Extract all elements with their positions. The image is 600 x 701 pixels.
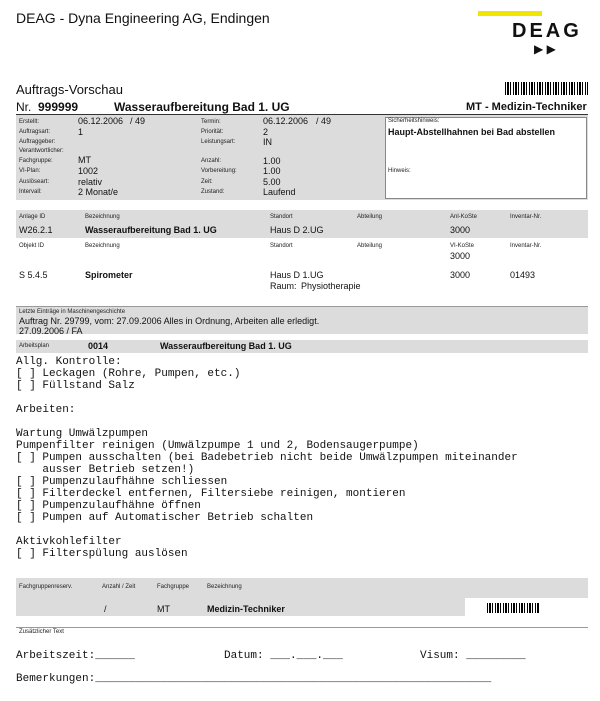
logo-stripe	[478, 11, 542, 16]
ausloese-value: relativ	[78, 177, 103, 187]
barcode-top	[505, 82, 588, 95]
task-line: Pumpenfilter reinigen (Umwälzpumpe 1 und 2, Bodensaugerpumpe)	[16, 440, 419, 452]
task-line: [ ] Filterdeckel entfernen, Filtersiebe reinigen, montieren	[16, 488, 406, 500]
termin-date: 06.12.2006	[263, 116, 309, 126]
bemerkungen-field: Bemerkungen:____________________________________________________________	[16, 673, 492, 685]
leistungsart-label: Leistungsart:	[201, 139, 236, 145]
zeit-value: 5.00	[263, 177, 281, 187]
intervall-label: Intervall:	[19, 189, 42, 195]
datum-field: Datum: ___.___.___	[224, 650, 343, 662]
task-list	[16, 356, 518, 560]
zeit-label: Zeit:	[201, 179, 213, 185]
history-label: Letzte Einträge in Maschinengeschichte	[19, 309, 126, 315]
task-line	[16, 416, 518, 428]
safety-text: Haupt-Abstellhahnen bei Bad abstellen	[388, 127, 556, 137]
history-line-2: 27.09.2006 / FA	[19, 326, 83, 336]
termin-label: Termin:	[201, 119, 221, 125]
doc-title: Auftrags-Vorschau	[16, 82, 123, 97]
task-line: ausser Betrieb setzen!)	[16, 464, 195, 476]
anlage-bez-label: Bezeichnung	[85, 214, 120, 220]
department: MT - Medizin-Techniker	[466, 101, 587, 113]
verantwortlicher-label: Verantwortlicher:	[19, 148, 64, 154]
task-line	[16, 392, 518, 404]
history-line-1: Auftrag Nr. 29799, vom: 27.09.2006 Alles in Ordnung, Arbeiten alle erledigt.	[19, 316, 320, 326]
objekt-inventar-label: Inventar-Nr.	[510, 243, 542, 249]
objekt-id-label: Objekt ID	[19, 243, 45, 249]
fg-anzahl-label: Anzahl / Zeit	[102, 584, 136, 590]
barcode-bottom	[487, 603, 539, 613]
prioritaet-value: 2	[263, 127, 269, 137]
task-line: Aktivkohlefilter	[16, 536, 122, 548]
task-line: [ ] Pumpenzulaufhähne öffnen	[16, 500, 201, 512]
logo-arrows: ▶ ▶	[534, 42, 556, 56]
anlage-abteilung-label: Abteilung	[357, 214, 383, 220]
objekt-id: S 5.4.5	[19, 270, 48, 280]
anlage-id: W26.2.1	[19, 225, 53, 235]
vi-koste-value: 3000	[450, 251, 471, 261]
zusatz-label: Zusätzlicher Text	[19, 629, 64, 635]
fg-fachgruppe-value: MT	[157, 604, 170, 614]
hinweis-label: Hinweis:	[388, 168, 411, 174]
anlage-standort-label: Standort	[270, 214, 293, 220]
intervall-value: 2 Monat/e	[78, 187, 119, 197]
fachgruppe-label: Fachgruppe:	[19, 158, 53, 164]
task-line: Wartung Umwälzpumpen	[16, 428, 149, 440]
task-line: [ ] Filterspülung auslösen	[16, 548, 188, 560]
viplan-value: 1002	[78, 166, 99, 176]
task-line: [ ] Pumpenzulaufhähne schliessen	[16, 476, 228, 488]
vorbereitung-label: Vorbereitung:	[201, 168, 237, 174]
zusatz-rule	[16, 627, 588, 628]
objekt-standort: Haus D 1.UG	[270, 270, 324, 280]
erstellt-week: / 49	[130, 116, 146, 126]
objekt-bez: Spirometer	[85, 270, 133, 280]
prioritaet-label: Priorität:	[201, 129, 224, 135]
vorbereitung-value: 1.00	[263, 166, 281, 176]
fg-reserv-label: Fachgruppenreserv.	[19, 584, 73, 590]
anlage-standort: Haus D 2.UG	[270, 225, 324, 235]
nr-value: 999999	[38, 100, 79, 114]
raum-label: Raum:	[270, 281, 297, 291]
fg-anzahl-value: /	[104, 604, 107, 614]
objekt-standort-label: Standort	[270, 243, 293, 249]
visum-field: Visum: _________	[420, 650, 526, 662]
vi-koste-label: VI-KoSte	[450, 243, 475, 249]
arbeitsplan-title: Wasseraufbereitung Bad 1. UG	[160, 341, 292, 351]
logo-text: DEAG	[512, 20, 582, 42]
viplan-label: VI-Plan:	[19, 168, 41, 174]
zustand-label: Zustand:	[201, 189, 225, 195]
ausloese-label: Auslöseart:	[19, 179, 50, 185]
order-title: Wasseraufbereitung Bad 1. UG	[114, 100, 290, 114]
fg-bez-label: Bezeichnung	[207, 584, 242, 590]
objekt-koste: 3000	[450, 270, 471, 280]
raum-value: Physiotherapie	[301, 281, 361, 291]
task-line: [ ] Leckagen (Rohre, Pumpen, etc.)	[16, 368, 241, 380]
anzahl-value: 1.00	[263, 156, 281, 166]
company-name: DEAG - Dyna Engineering AG, Endingen	[16, 10, 270, 26]
auftraggeber-label: Auftraggeber:	[19, 139, 56, 145]
objekt-bez-label: Bezeichnung	[85, 243, 120, 249]
anzahl-label: Anzahl:	[201, 158, 222, 164]
arbeitsplan-label: Arbeitsplan	[19, 343, 50, 349]
task-line	[16, 524, 518, 536]
objekt-inventar: 01493	[510, 270, 536, 280]
fg-bez-value: Medizin-Techniker	[207, 604, 285, 614]
zustand-value: Laufend	[263, 187, 296, 197]
task-line: Allg. Kontrolle:	[16, 356, 122, 368]
arbeitsplan-number: 0014	[88, 341, 109, 351]
task-line: [ ] Pumpen auf Automatischer Betrieb schalten	[16, 512, 314, 524]
leistungsart-value: IN	[263, 137, 272, 147]
task-line: [ ] Füllstand Salz	[16, 380, 135, 392]
anlage-koste: 3000	[450, 225, 471, 235]
auftragsart-label: Auftragsart:	[19, 129, 51, 135]
termin-week: / 49	[316, 116, 332, 126]
nr-label: Nr.	[16, 100, 32, 114]
anl-koste-label: Anl-KoSte	[450, 214, 478, 220]
erstellt-date: 06.12.2006	[78, 116, 124, 126]
anlage-inventar-label: Inventar-Nr.	[510, 214, 542, 220]
auftragsart-value: 1	[78, 127, 84, 137]
task-line: [ ] Pumpen ausschalten (bei Badebetrieb nicht beide Umwälzpumpen miteinander	[16, 452, 518, 464]
fachgruppe-value: MT	[78, 155, 91, 165]
fg-fachgruppe-label: Fachgruppe	[157, 584, 190, 590]
anlage-bez: Wasseraufbereitung Bad 1. UG	[85, 225, 217, 235]
safety-label: Sicherheitshinweis:	[388, 118, 440, 124]
task-line: Arbeiten:	[16, 404, 76, 416]
arbeitszeit-field: Arbeitszeit:______	[16, 650, 135, 662]
objekt-abteilung-label: Abteilung	[357, 243, 383, 249]
anlage-id-label: Anlage ID	[19, 214, 46, 220]
erstellt-label: Erstellt:	[19, 119, 40, 125]
